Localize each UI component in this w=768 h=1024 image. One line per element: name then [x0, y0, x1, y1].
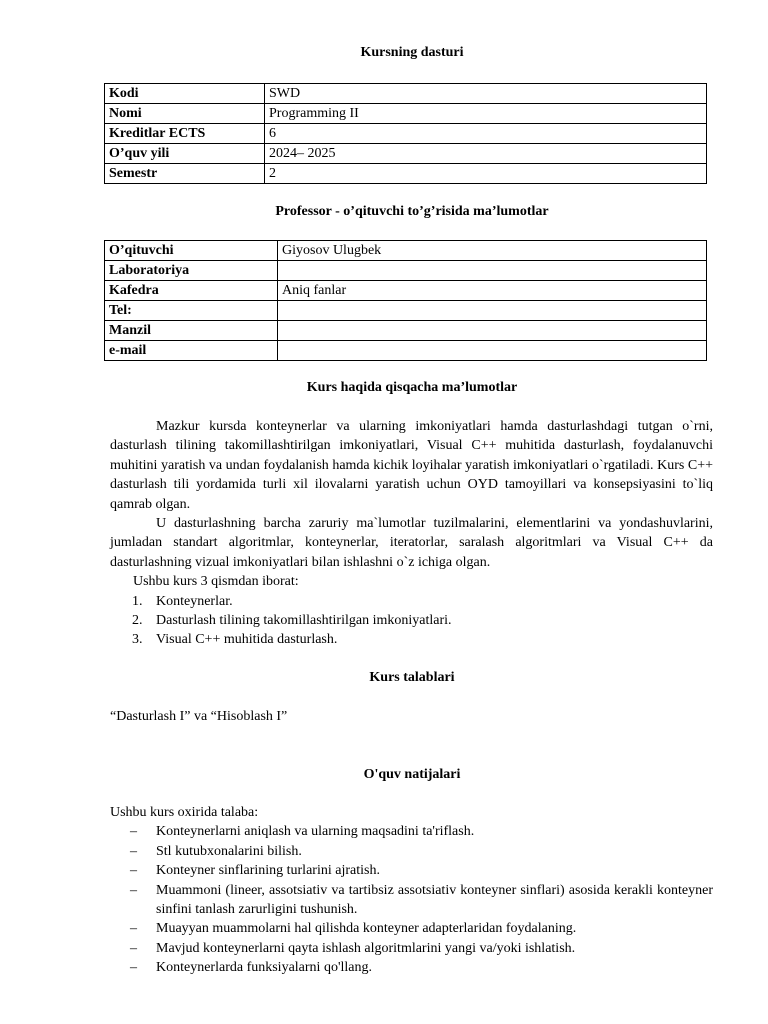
professor-row	[105, 341, 707, 361]
list-number: 2.	[132, 613, 143, 629]
dash-bullet: –	[130, 863, 137, 879]
professor-heading: Professor - o’qituvchi to’g’risida ma’lumotlar	[275, 204, 549, 219]
course-value: 2	[265, 164, 707, 184]
list-item-text: Konteyner sinflarining turlarini ajratish.	[156, 863, 380, 879]
professor-info-table	[104, 240, 707, 361]
outcomes-heading: O'quv natijalari	[363, 767, 461, 782]
list-item-text: Muayyan muammolarni hal qilishda konteyner adapterlaridan foydalaning.	[156, 921, 577, 937]
list-item-text: Konteynerlar.	[156, 593, 233, 609]
summary-paragraph-3: Ushbu kurs 3 qismdan iborat:	[133, 574, 299, 590]
summary-section	[110, 417, 713, 650]
outcome-item	[110, 861, 713, 880]
course-key: Semestr	[105, 164, 265, 184]
list-item-text: Konteynerlarni aniqlash va ularning maqsadini ta'riflash.	[156, 824, 475, 840]
professor-key: O’qituvchi	[105, 241, 278, 261]
dash-bullet: –	[130, 843, 137, 859]
professor-value	[278, 341, 707, 361]
professor-key: Kafedra	[105, 281, 278, 301]
list-item-text: Stl kutubxonalarini bilish.	[156, 843, 302, 859]
dash-bullet: –	[130, 882, 137, 898]
document-title: Kursning dasturi	[360, 45, 464, 60]
outcomes-intro: Ushbu kurs oxirida talaba:	[110, 805, 259, 820]
list-number: 1.	[132, 593, 143, 609]
course-value: SWD	[265, 84, 707, 104]
professor-value: Giyosov Ulugbek	[278, 241, 707, 261]
course-value: 2024– 2025	[265, 144, 707, 164]
course-info-table	[104, 83, 707, 184]
course-value: Programming II	[265, 104, 707, 124]
course-row	[105, 84, 707, 104]
list-item-text: Muammoni (lineer, assotsiativ va tartibsiz assotsiativ konteyner sinflari) asosida kerakli konteyner sinfini tanlash zarurligini tushunish.	[156, 882, 713, 918]
summary-paragraph-1: Mazkur kursda konteynerlar va ularning imkoniyatlari hamda dasturlashdagi tutgan o`rni, dasturlash tilining takomillashtirilgan imkoniyatlari, Visual C++ muhitida dasturlash, foydalanuvchi muhitini yaratish va undan foydalanish hamda kichik loyihalar yaratish imkoniyatlari o`rgatiladi. Kurs C++ dasturlash tili yordamida turli xil ilovalarni yaratish uchun OYD tamoyillari va konsepsiyasini to`liq qamrab olgan.	[110, 419, 713, 512]
requirements-heading: Kurs talablari	[369, 670, 455, 685]
course-key: Kodi	[105, 84, 265, 104]
dash-bullet: –	[130, 921, 137, 937]
dash-bullet: –	[130, 824, 137, 840]
course-value: 6	[265, 124, 707, 144]
course-key: Kreditlar ECTS	[105, 124, 265, 144]
professor-value	[278, 261, 707, 281]
professor-value: Aniq fanlar	[278, 281, 707, 301]
list-item-text: Dasturlash tilining takomillashtirilgan imkoniyatlari.	[156, 613, 452, 629]
professor-row	[105, 301, 707, 321]
course-key: Nomi	[105, 104, 265, 124]
summary-heading: Kurs haqida qisqacha ma’lumotlar	[306, 380, 518, 395]
course-key: O’quv yili	[105, 144, 265, 164]
list-item-text: Mavjud konteynerlarni qayta ishlash algoritmlarini yangi va/yoki ishlatish.	[156, 940, 576, 956]
professor-row	[105, 261, 707, 281]
professor-key: Laboratoriya	[105, 261, 278, 281]
summary-paragraph-2: U dasturlashning barcha zaruriy ma`lumotlar tuzilmalarini, elementlarini va yondashuvlarini, jumladan standart algoritmlar, konteynerlar, iteratorlar, saralash algoritmlari va Visual C++ da dasturlashning vizual imkoniyatlari bilan ishlashni o`z ichiga olgan.	[110, 516, 713, 570]
outcome-item	[110, 822, 713, 841]
dash-bullet: –	[130, 960, 137, 976]
professor-row	[105, 241, 707, 261]
list-item-text: Visual C++ muhitida dasturlash.	[156, 632, 338, 648]
outcome-item	[110, 881, 713, 920]
outcome-item	[110, 919, 713, 938]
professor-key: Manzil	[105, 321, 278, 341]
outcomes-section	[110, 803, 713, 978]
course-row	[105, 144, 707, 164]
professor-value	[278, 301, 707, 321]
list-item-text: Konteynerlarda funksiyalarni qo'llang.	[156, 960, 372, 976]
list-number: 3.	[132, 632, 143, 648]
course-row	[105, 164, 707, 184]
course-part-item	[110, 630, 713, 649]
outcome-item	[110, 939, 713, 958]
professor-row	[105, 281, 707, 301]
outcomes-list	[110, 822, 713, 977]
professor-key: e-mail	[105, 341, 278, 361]
course-part-item	[110, 611, 713, 630]
professor-value	[278, 321, 707, 341]
course-row	[105, 124, 707, 144]
course-parts-list	[110, 592, 713, 650]
professor-key: Tel:	[105, 301, 278, 321]
professor-row	[105, 321, 707, 341]
requirements-text: “Dasturlash I” va “Hisoblash I”	[110, 709, 288, 724]
outcome-item	[110, 842, 713, 861]
outcome-item	[110, 958, 713, 977]
dash-bullet: –	[130, 940, 137, 956]
course-part-item	[110, 592, 713, 611]
course-row	[105, 104, 707, 124]
